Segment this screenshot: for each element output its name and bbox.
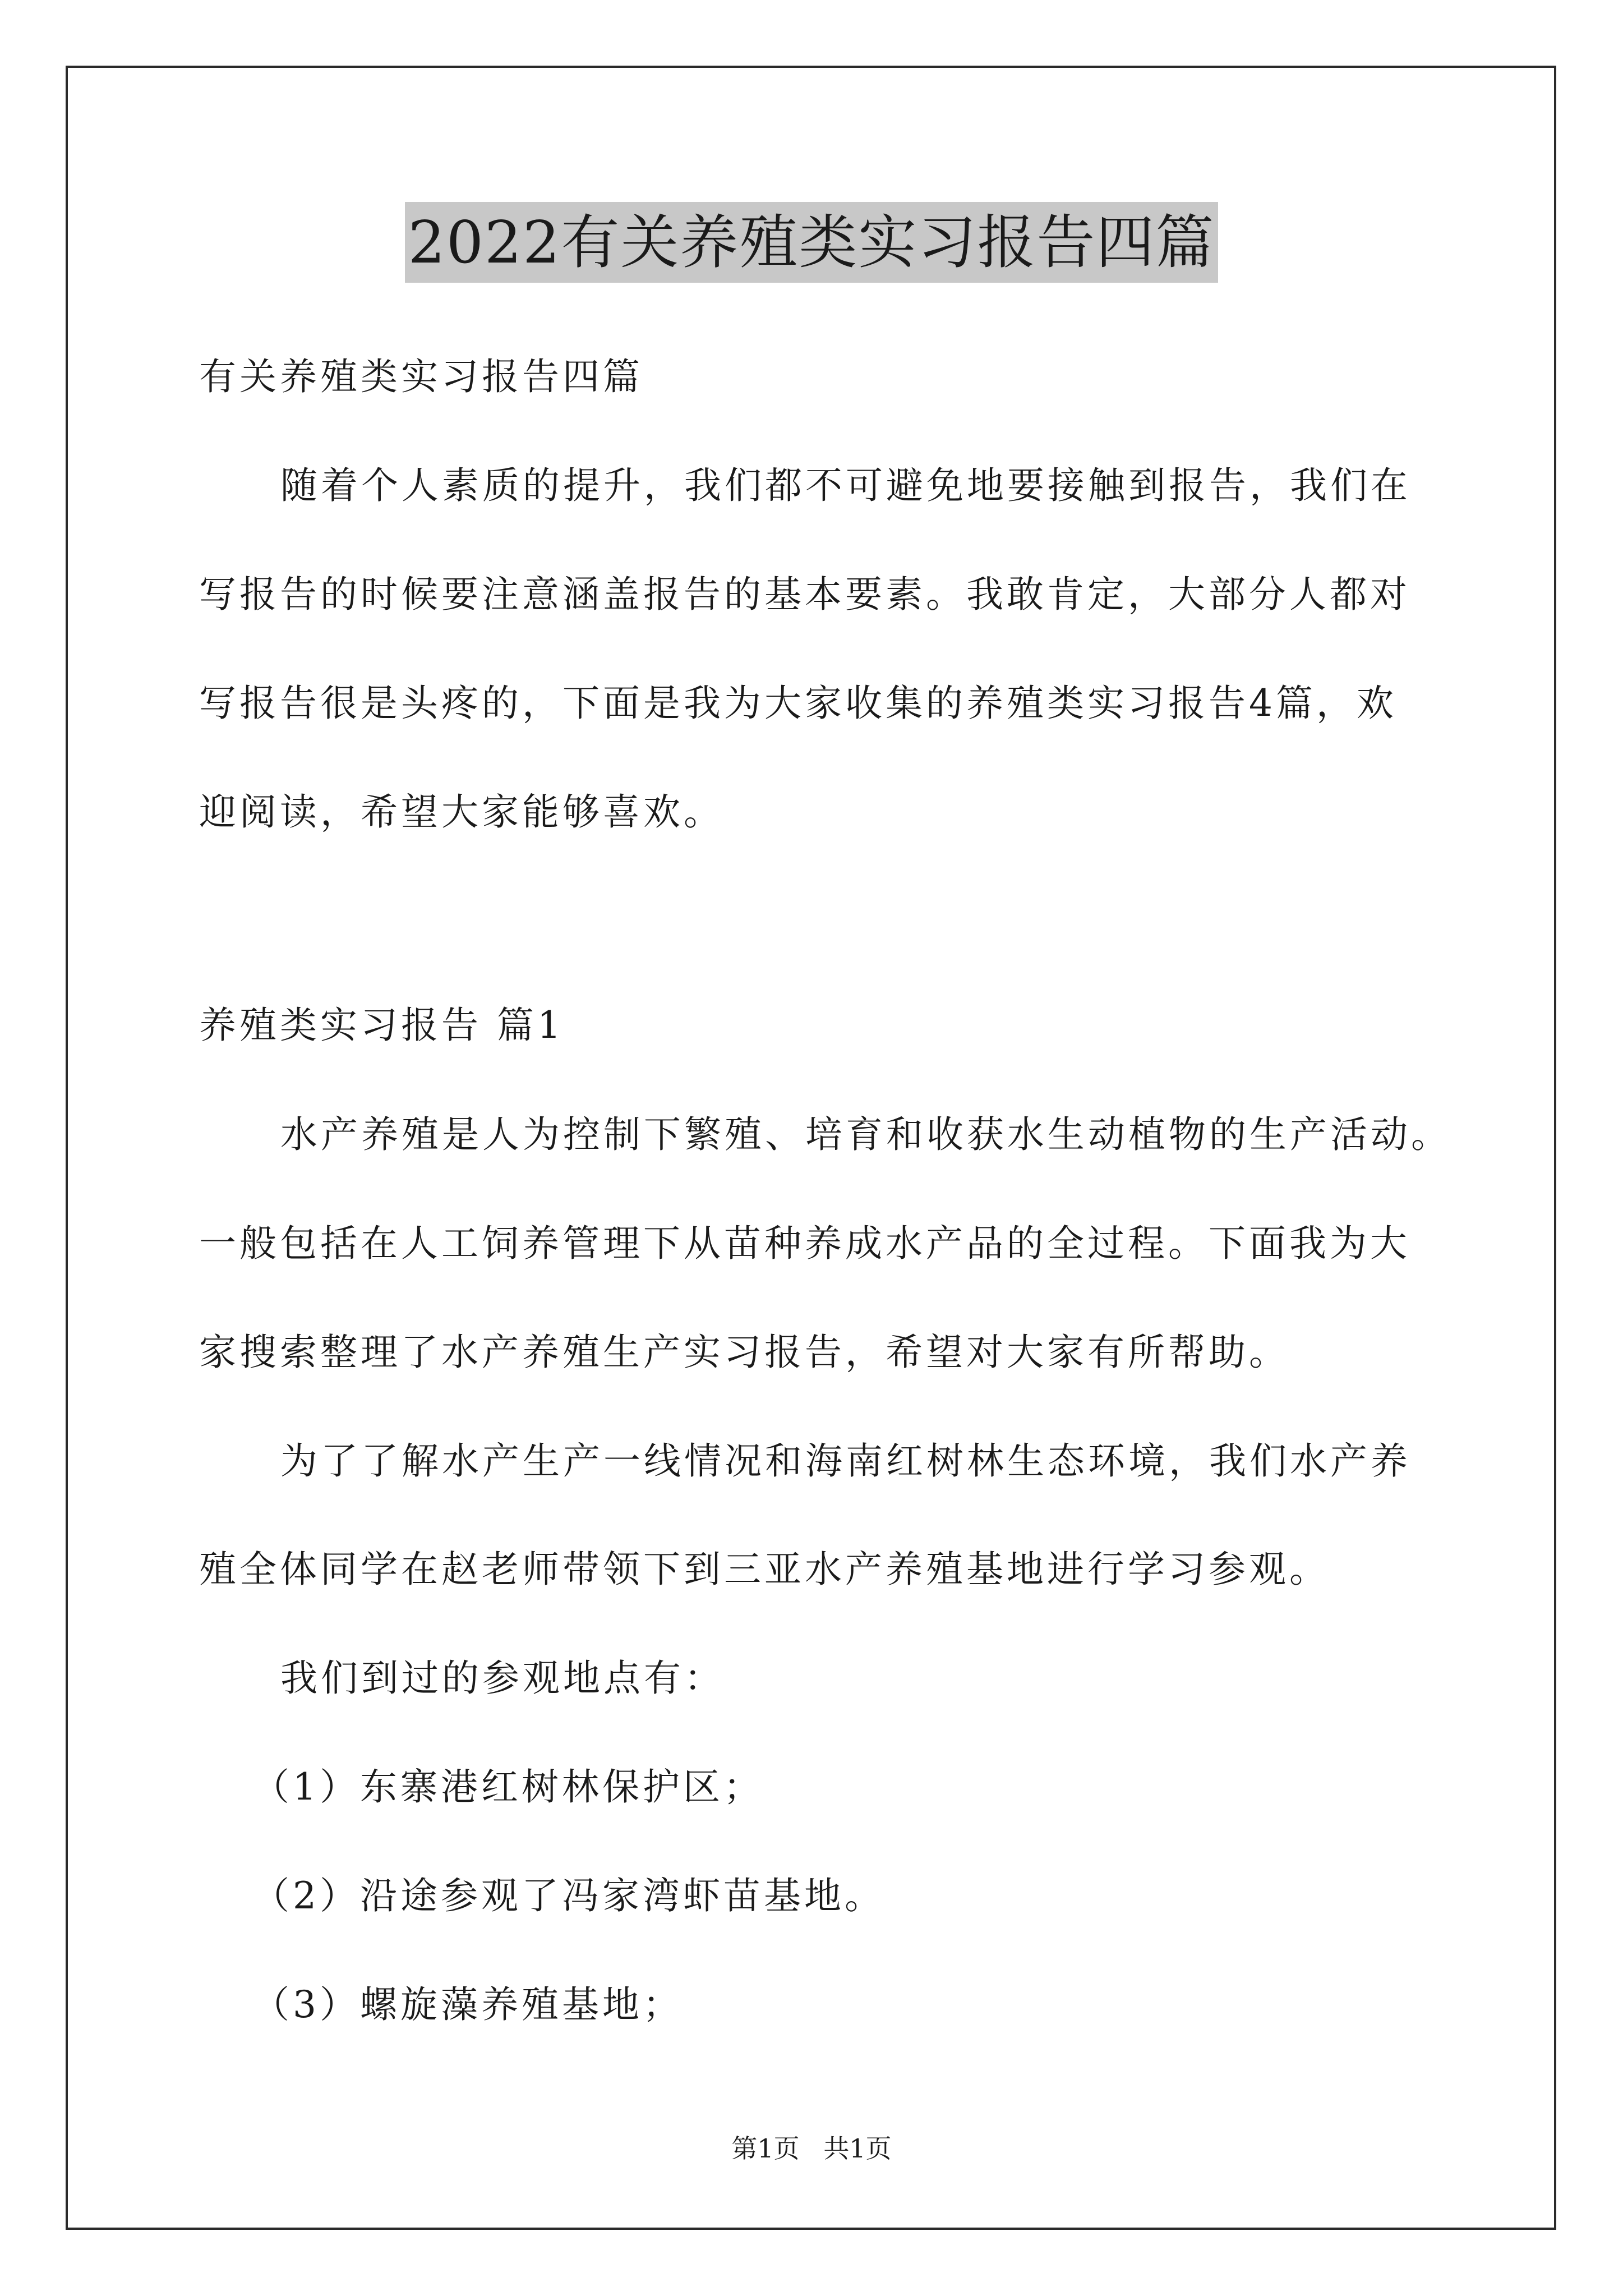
para3: 我们到过的参观地点有： bbox=[280, 1657, 725, 1700]
para2-line-2: 殖全体同学在赵老师带领下到三亚水产养殖基地进行学习参观。 bbox=[199, 1548, 1330, 1591]
list-item-3: （3）螺旋藻养殖基地； bbox=[252, 1983, 683, 2026]
page-footer bbox=[0, 2132, 1623, 2165]
list-item-2: （2）沿途参观了冯家湾虾苗基地。 bbox=[252, 1874, 885, 1917]
intro-line-4: 迎阅读，希望大家能够喜欢。 bbox=[199, 790, 724, 834]
intro-line-2: 写报告的时候要注意涵盖报告的基本要素。我敢肯定，大部分人都对 bbox=[199, 573, 1410, 616]
para1-line-3: 家搜索整理了水产养殖生产实习报告，希望对大家有所帮助。 bbox=[199, 1331, 1289, 1374]
total-pages: 共1页 bbox=[823, 2133, 892, 2164]
document-subtitle: 有关养殖类实习报告四篇 bbox=[199, 355, 643, 398]
section-heading: 养殖类实习报告 篇1 bbox=[199, 1004, 564, 1047]
document-title: 2022有关养殖类实习报告四篇 bbox=[405, 202, 1219, 283]
page-number: 第1页 bbox=[731, 2133, 800, 2164]
intro-line-1: 随着个人素质的提升，我们都不可避免地要接触到报告，我们在 bbox=[280, 464, 1411, 507]
intro-line-3: 写报告很是头疼的，下面是我为大家收集的养殖类实习报告4篇，欢 bbox=[199, 682, 1397, 725]
list-item-1: （1）东寨港红树林保护区； bbox=[252, 1765, 764, 1809]
title-container bbox=[0, 202, 1623, 283]
para2-line-1: 为了了解水产生产一线情况和海南红树林生态环境，我们水产养 bbox=[280, 1439, 1411, 1483]
para1-line-2: 一般包括在人工饲养管理下从苗种养成水产品的全过程。下面我为大 bbox=[199, 1222, 1410, 1265]
para1-line-1: 水产养殖是人为控制下繁殖、培育和收获水生动植物的生产活动。 bbox=[280, 1113, 1451, 1156]
